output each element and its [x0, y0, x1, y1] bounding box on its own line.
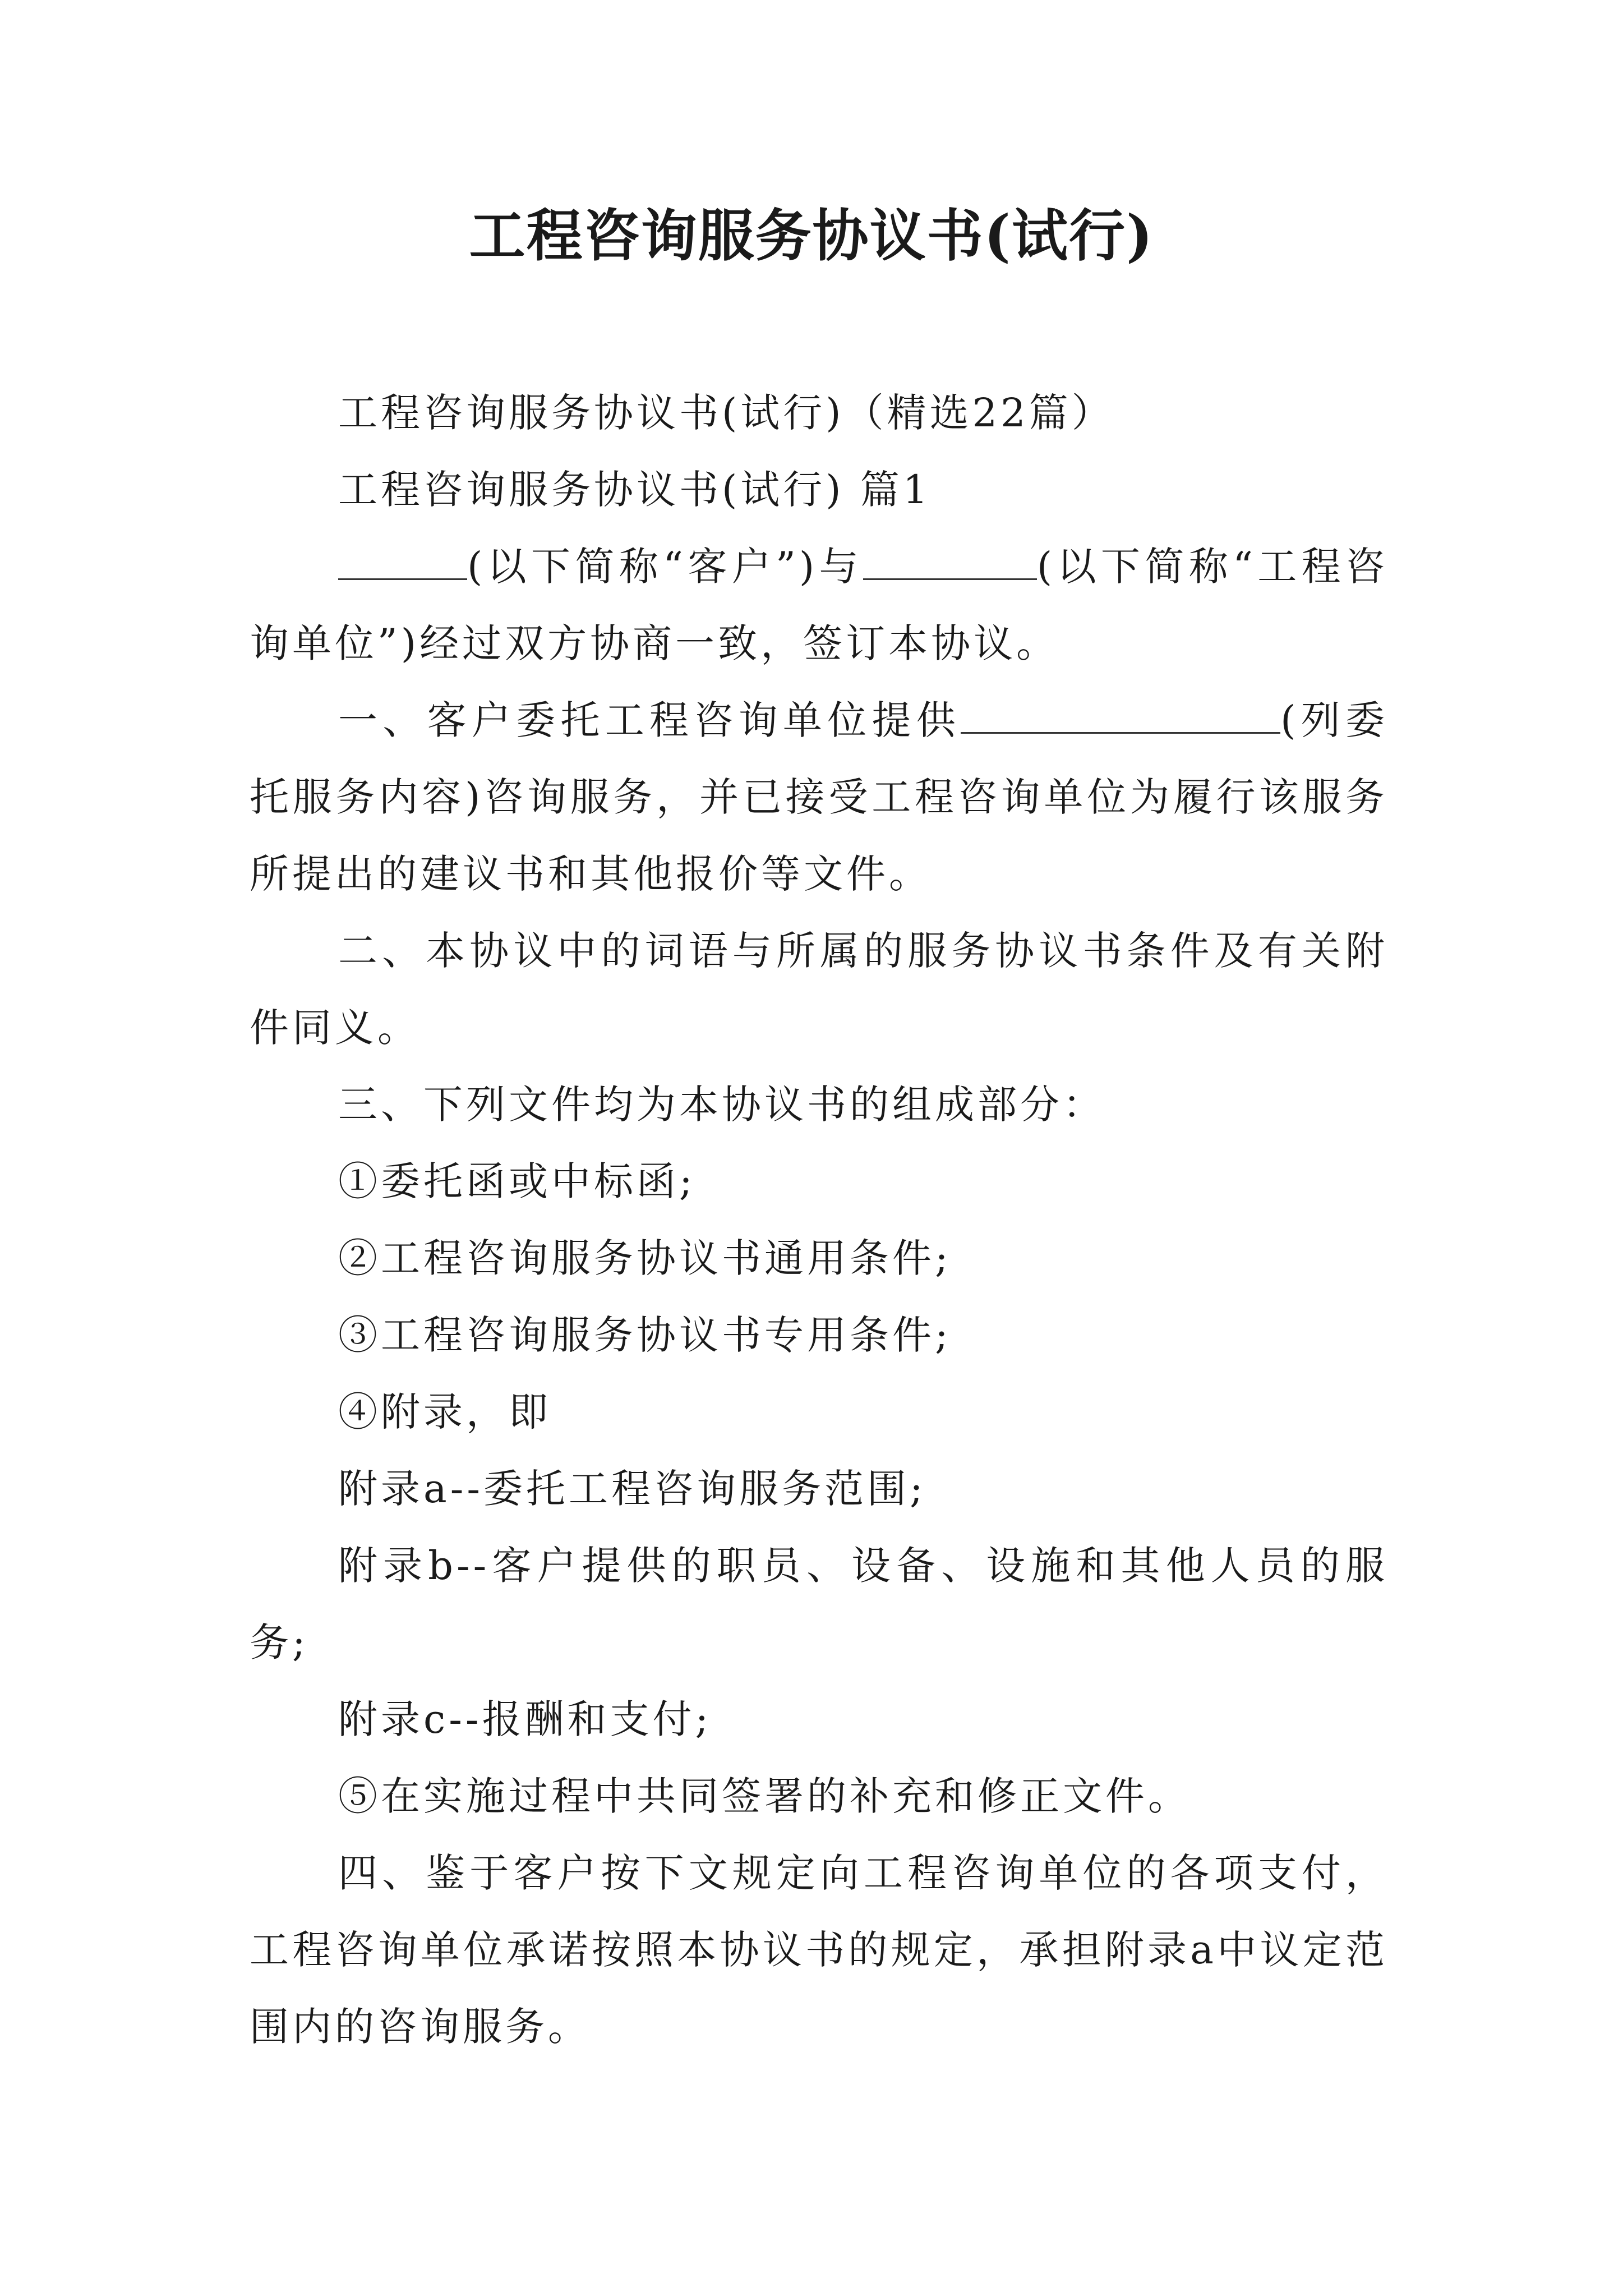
parties-text-1: (以下简称“客户”)与: [467, 544, 863, 590]
document-body: [250, 375, 1388, 2065]
list-item-3: ③工程咨询服务协议书专用条件;: [338, 1312, 952, 1358]
service-content-blank: [961, 701, 1280, 734]
appendix-b: 附录b--客户提供的职员、设备、设施和其他人员的服务;: [250, 1543, 1388, 1665]
document-title: 工程咨询服务协议书(试行): [469, 203, 1154, 269]
clause-one: [250, 682, 1388, 913]
clause-one-text-1: 一、客户委托工程咨询单位提供: [338, 697, 961, 743]
clause-two: 二、本协议中的词语与所属的服务协议书条件及有关附件同义。: [250, 928, 1388, 1051]
consultant-name-blank: [863, 547, 1037, 580]
parties-paragraph: [250, 528, 1388, 682]
clause-one-text-2: (列委托服务内容)咨询服务，并已接受工程咨询单位为履行该服务所提出的建议书和其他报价等文件。: [250, 697, 1389, 897]
section-heading: 工程咨询服务协议书(试行) 篇1: [338, 467, 932, 513]
clause-four: 四、鉴于客户按下文规定向工程咨询单位的各项支付，工程咨询单位承诺按照本协议书的规定，承担附录a中议定范围内的咨询服务。: [250, 1850, 1388, 2050]
clause-three: 三、下列文件均为本协议书的组成部分：: [338, 1082, 1105, 1128]
client-name-blank: [338, 547, 467, 580]
list-item-5: ⑤在实施过程中共同签署的补充和修正文件。: [338, 1773, 1191, 1819]
appendix-c: 附录c--报酬和支付;: [338, 1696, 712, 1742]
list-item-1: ①委托函或中标函;: [338, 1158, 696, 1204]
list-item-4: ④附录，即: [338, 1389, 551, 1435]
intro-line: 工程咨询服务协议书(试行)（精选22篇）: [338, 390, 1114, 436]
appendix-a: 附录a--委托工程咨询服务范围;: [338, 1466, 926, 1512]
parties-text-2: (以下简称“工程咨询单位”)经过双方协商一致，签订本协议。: [250, 544, 1388, 666]
list-item-2: ②工程咨询服务协议书通用条件;: [338, 1235, 952, 1281]
